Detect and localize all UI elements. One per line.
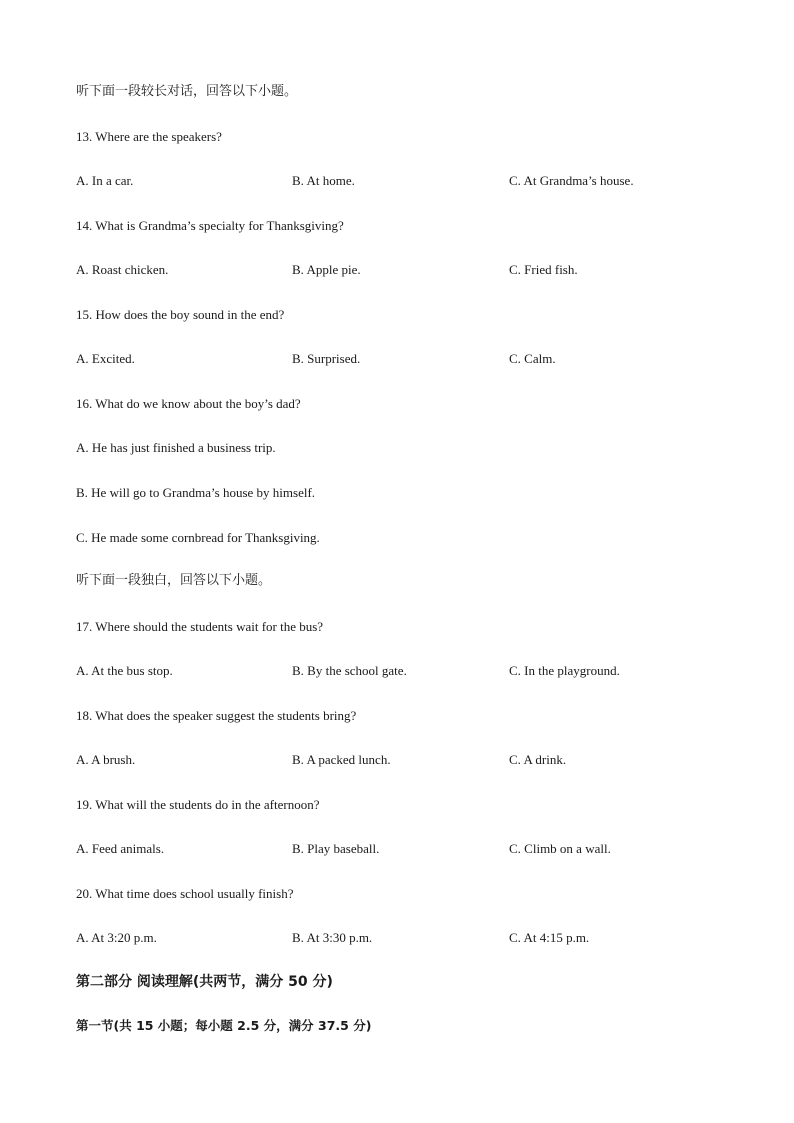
q16-option-b: B. He will go to Grandma’s house by himself.	[76, 485, 316, 500]
q14-option-a: A. Roast chicken.	[76, 262, 169, 277]
q20-option-b: B. At 3:30 p.m.	[292, 930, 373, 945]
question-14: 14. What is Grandma’s specialty for Thanksgiving?	[76, 218, 344, 233]
q14-option-b: B. Apple pie.	[292, 262, 361, 277]
question-16: 16. What do we know about the boy’s dad?	[76, 396, 301, 411]
question-17: 17. Where should the students wait for the bus?	[76, 619, 324, 634]
q15-option-b: B. Surprised.	[292, 351, 361, 366]
q19-option-a: A. Feed animals.	[76, 841, 165, 856]
q16-option-a: A. He has just finished a business trip.	[76, 440, 276, 455]
section-one-heading: 第一节(共 15 小题；每小题 2.5 分，满分 37.5 分)	[76, 1018, 372, 1033]
q20-option-c: C. At 4:15 p.m.	[509, 930, 590, 945]
q15-option-c: C. Calm.	[509, 351, 556, 366]
question-18: 18. What does the speaker suggest the students bring?	[76, 708, 357, 723]
q19-option-c: C. Climb on a wall.	[509, 841, 611, 856]
question-15: 15. How does the boy sound in the end?	[76, 307, 285, 322]
q17-option-b: B. By the school gate.	[292, 663, 407, 678]
question-19: 19. What will the students do in the afternoon?	[76, 797, 320, 812]
q19-option-b: B. Play baseball.	[292, 841, 380, 856]
q18-option-c: C. A drink.	[509, 752, 567, 767]
q13-option-b: B. At home.	[292, 173, 355, 188]
part-two-heading: 第二部分 阅读理解(共两节，满分 50 分)	[76, 974, 333, 990]
q14-option-c: C. Fried fish.	[509, 262, 578, 277]
q13-option-c: C. At Grandma’s house.	[509, 173, 634, 188]
q15-option-a: A. Excited.	[76, 351, 135, 366]
q17-option-a: A. At the bus stop.	[76, 663, 173, 678]
q17-option-c: C. In the playground.	[509, 663, 620, 678]
q18-option-b: B. A packed lunch.	[292, 752, 391, 767]
monologue-instruction: 听下面一段独白，回答以下小题。	[76, 573, 272, 588]
question-13: 13. Where are the speakers?	[76, 129, 222, 144]
dialogue-instruction: 听下面一段较长对话，回答以下小题。	[76, 84, 298, 99]
q20-option-a: A. At 3:20 p.m.	[76, 930, 157, 945]
q13-option-a: A. In a car.	[76, 173, 134, 188]
q18-option-a: A. A brush.	[76, 752, 136, 767]
q16-option-c: C. He made some cornbread for Thanksgiving.	[76, 530, 320, 545]
question-20: 20. What time does school usually finish?	[76, 886, 294, 901]
